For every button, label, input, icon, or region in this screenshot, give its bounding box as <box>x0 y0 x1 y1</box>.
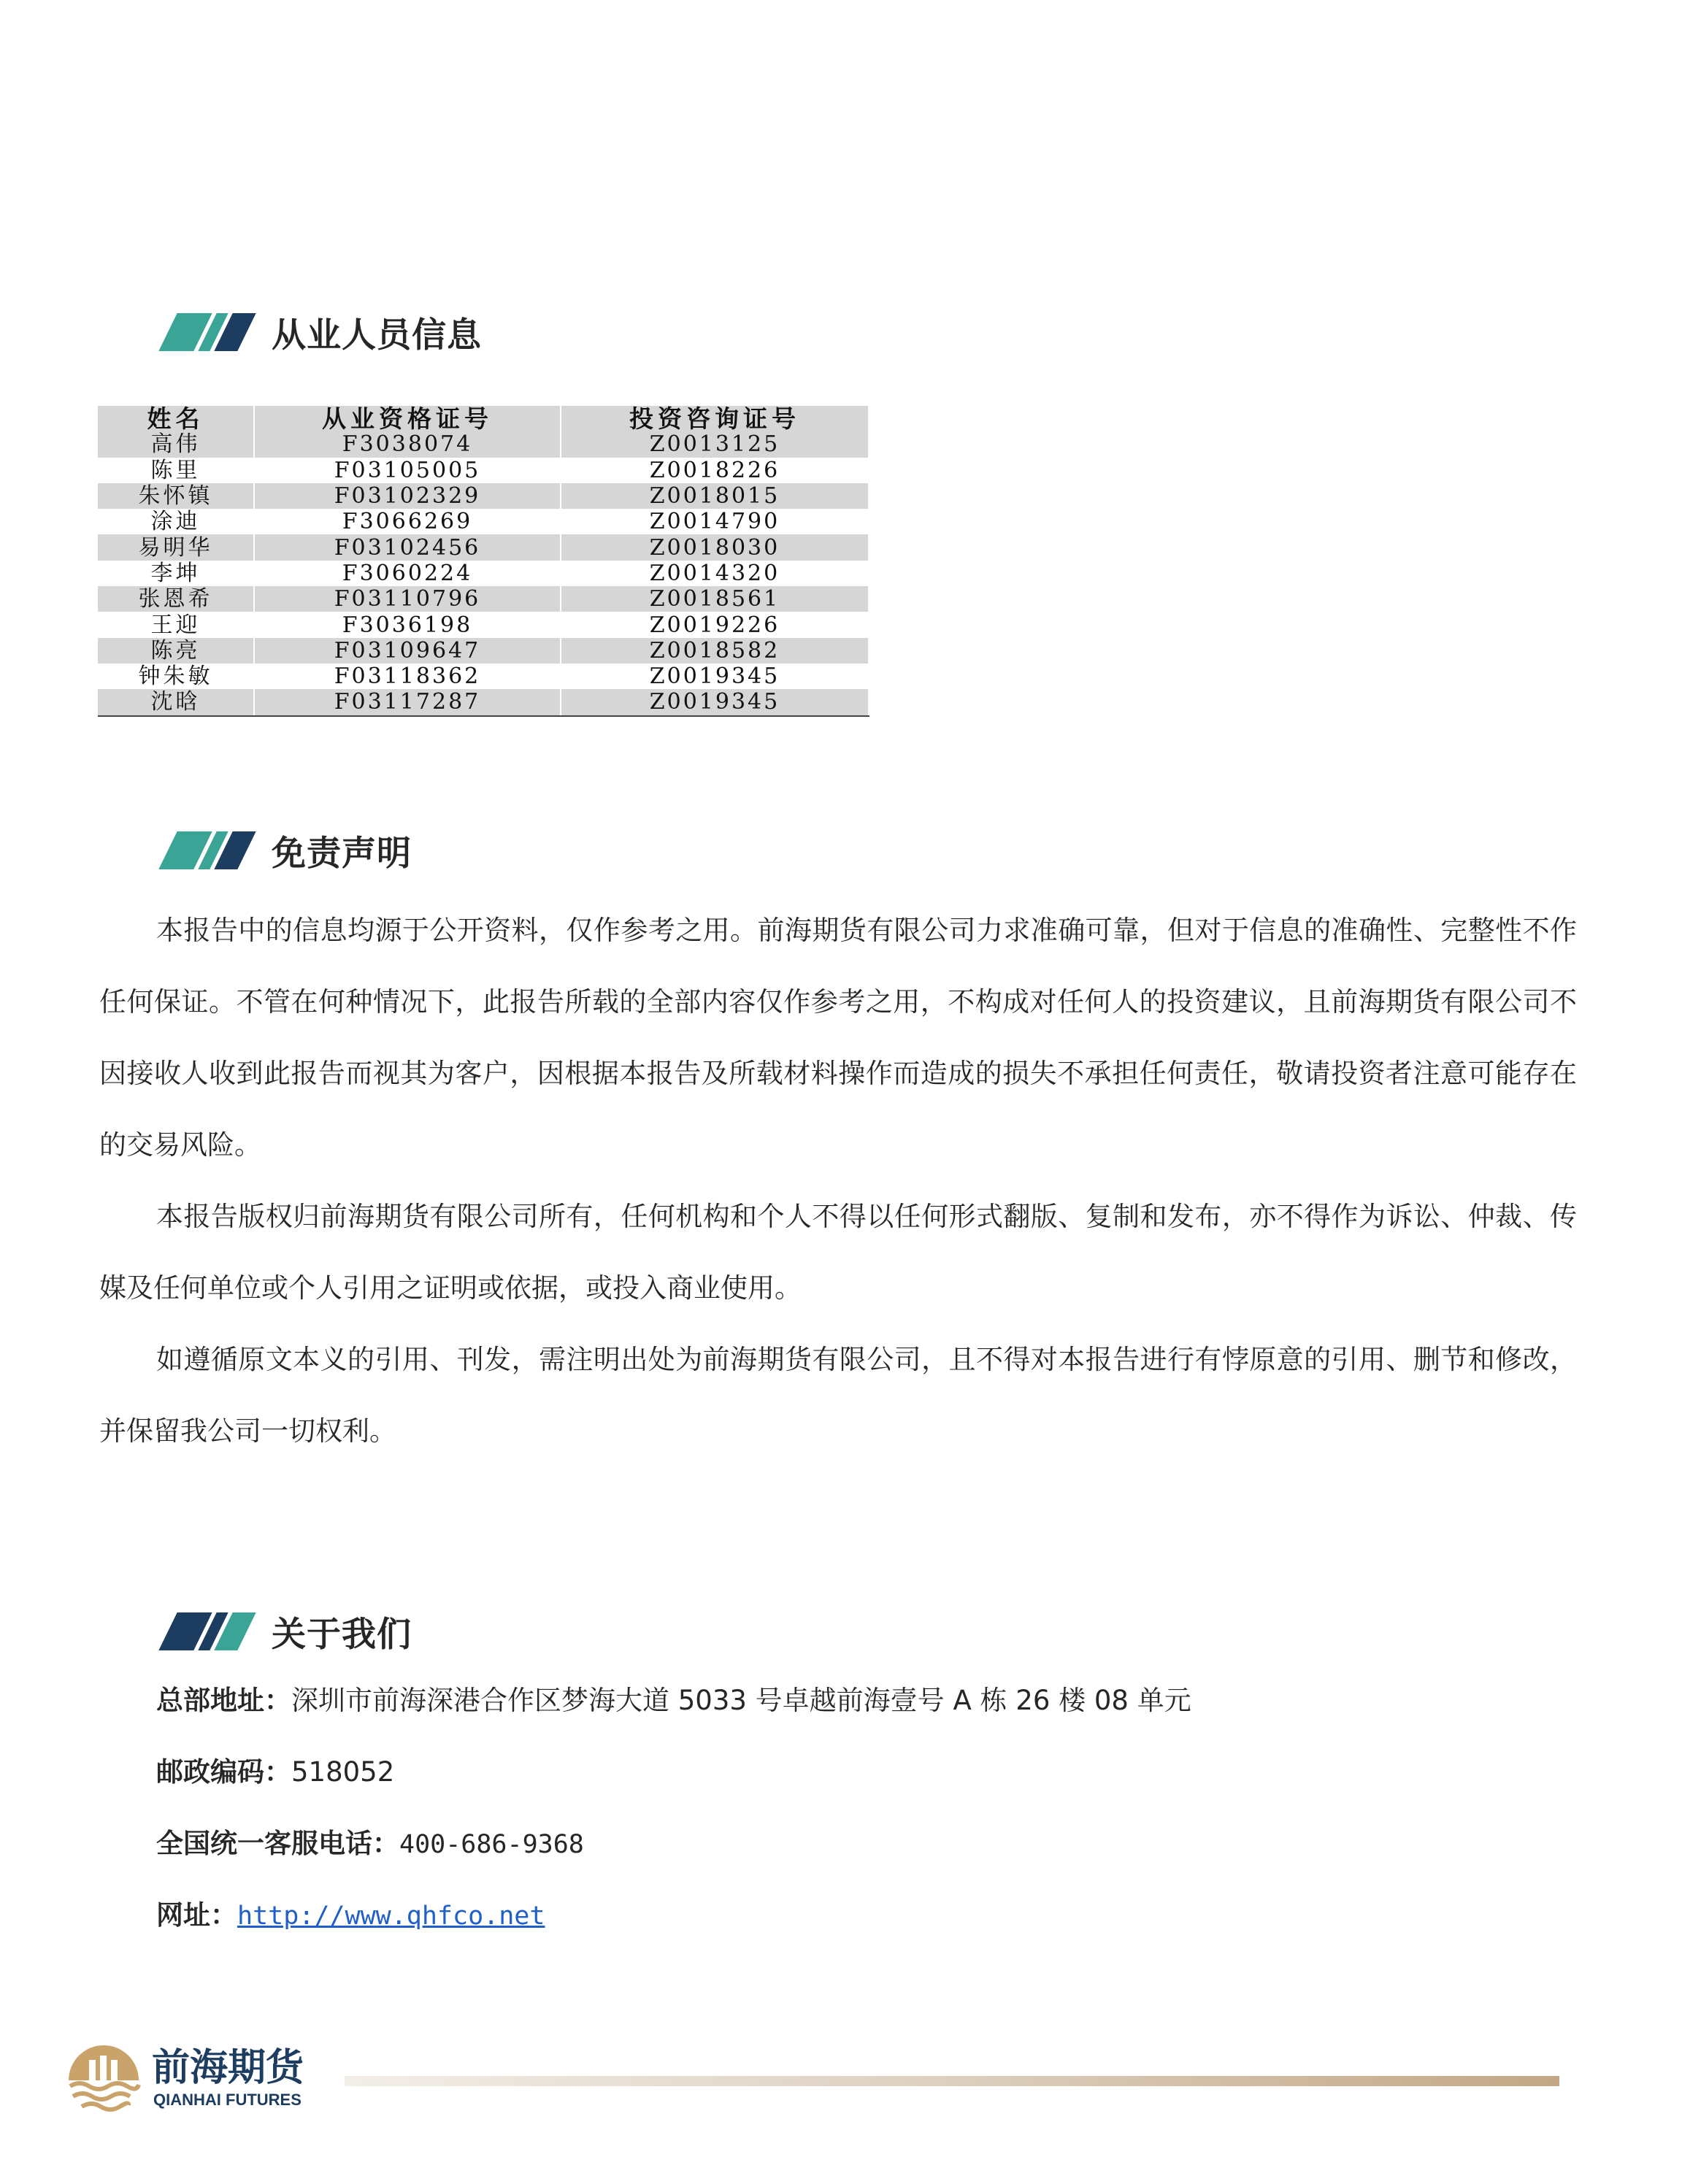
staff-table <box>98 406 869 717</box>
address-row <box>156 1679 1191 1750</box>
staff-name: 王迎 <box>98 612 254 637</box>
license-number: F03102329 <box>254 483 561 509</box>
table-row <box>98 458 869 483</box>
advisory-number: Z0018561 <box>561 586 869 612</box>
advisory-number: Z0013125 <box>561 431 869 457</box>
license-number: F03109647 <box>254 638 561 664</box>
staff-name: 钟朱敏 <box>98 664 254 689</box>
hotline-row <box>156 1822 1191 1893</box>
license-number: F03110796 <box>254 586 561 612</box>
website-row <box>156 1893 1191 1965</box>
advisory-number: Z0019345 <box>561 664 869 689</box>
table-header-row <box>98 406 869 431</box>
address-label: 总部地址： <box>156 1685 291 1716</box>
license-number: F3060224 <box>254 561 561 586</box>
section-bars-icon <box>159 831 247 869</box>
license-number: F3036198 <box>254 612 561 637</box>
logo-en-text: QIANHAI FUTURES <box>153 2091 302 2109</box>
staff-name: 陈亮 <box>98 638 254 664</box>
website-link[interactable]: http://www.qhfco.net <box>237 1902 545 1931</box>
hotline-value: 400-686-9368 <box>399 1830 584 1859</box>
table-row <box>98 612 869 637</box>
license-number: F3066269 <box>254 509 561 534</box>
about-info <box>156 1679 1191 1965</box>
footer-divider-line <box>345 2076 1559 2086</box>
staff-name: 高伟 <box>98 431 254 457</box>
license-number: F03118362 <box>254 664 561 689</box>
staff-section-header <box>159 307 482 358</box>
header-name: 姓名 <box>98 406 254 431</box>
advisory-number: Z0019345 <box>561 689 869 715</box>
license-number: F3038074 <box>254 431 561 457</box>
table-row <box>98 638 869 664</box>
staff-name: 张恩希 <box>98 586 254 612</box>
staff-name: 沈晗 <box>98 689 254 715</box>
staff-name: 李坤 <box>98 561 254 586</box>
table-row <box>98 509 869 534</box>
staff-name: 陈里 <box>98 458 254 483</box>
disclaimer-section-header <box>159 825 412 876</box>
disclaimer-body <box>99 895 1577 1467</box>
staff-section-title: 从业人员信息 <box>272 315 482 355</box>
table-row <box>98 431 869 457</box>
table-row <box>98 534 869 560</box>
table-row <box>98 586 869 612</box>
staff-name: 易明华 <box>98 534 254 560</box>
advisory-number: Z0018226 <box>561 458 869 483</box>
license-number: F03105005 <box>254 458 561 483</box>
website-label: 网址： <box>156 1899 237 1931</box>
table-row <box>98 664 869 689</box>
postcode-value: 518052 <box>291 1756 395 1788</box>
logo-emblem-icon <box>69 2045 139 2110</box>
logo-cn-text: 前海期货 <box>152 2045 304 2090</box>
disclaimer-paragraph: 如遵循原文本义的引用、刊发，需注明出处为前海期货有限公司，且不得对本报告进行有悖原意的引用、删节和修改，并保留我公司一切权利。 <box>99 1344 1577 1447</box>
section-bars-icon <box>159 1612 247 1650</box>
header-license: 从业资格证号 <box>254 406 561 431</box>
advisory-number: Z0014320 <box>561 561 869 586</box>
about-section-title: 关于我们 <box>272 1614 412 1655</box>
advisory-number: Z0019226 <box>561 612 869 637</box>
address-value: 深圳市前海深港合作区梦海大道 5033 号卓越前海壹号 A 栋 26 楼 08 单元 <box>291 1685 1191 1716</box>
advisory-number: Z0018015 <box>561 483 869 509</box>
postcode-row <box>156 1750 1191 1822</box>
disclaimer-paragraph: 本报告版权归前海期货有限公司所有，任何机构和个人不得以任何形式翻版、复制和发布，亦不得作为诉讼、仲裁、传媒及任何单位或个人引用之证明或依据，或投入商业使用。 <box>99 1201 1577 1304</box>
advisory-number: Z0018582 <box>561 638 869 664</box>
advisory-number: Z0014790 <box>561 509 869 534</box>
table-row <box>98 561 869 586</box>
license-number: F03117287 <box>254 689 561 715</box>
disclaimer-section-title: 免责声明 <box>272 833 412 874</box>
license-number: F03102456 <box>254 534 561 560</box>
table-row <box>98 483 869 509</box>
qianhai-futures-logo <box>63 2038 326 2118</box>
disclaimer-paragraph: 本报告中的信息均源于公开资料，仅作参考之用。前海期货有限公司力求准确可靠，但对于信息的准确性、完整性不作任何保证。不管在何种情况下，此报告所载的全部内容仅作参考之用，不构成对任何人的投资建议，且前海期货有限公司不因接收人收到此报告而视其为客户，因根据本报告及所载材料操作而造成的损失不承担任何责任，敬请投资者注意可能存在的交易风险。 <box>99 915 1577 1161</box>
header-advisory: 投资咨询证号 <box>561 406 869 431</box>
staff-name: 涂迪 <box>98 509 254 534</box>
table-row <box>98 689 869 715</box>
postcode-label: 邮政编码： <box>156 1756 291 1788</box>
staff-name: 朱怀镇 <box>98 483 254 509</box>
advisory-number: Z0018030 <box>561 534 869 560</box>
section-bars-icon <box>159 313 247 351</box>
hotline-label: 全国统一客服电话： <box>156 1828 399 1859</box>
about-section-header <box>159 1606 412 1657</box>
